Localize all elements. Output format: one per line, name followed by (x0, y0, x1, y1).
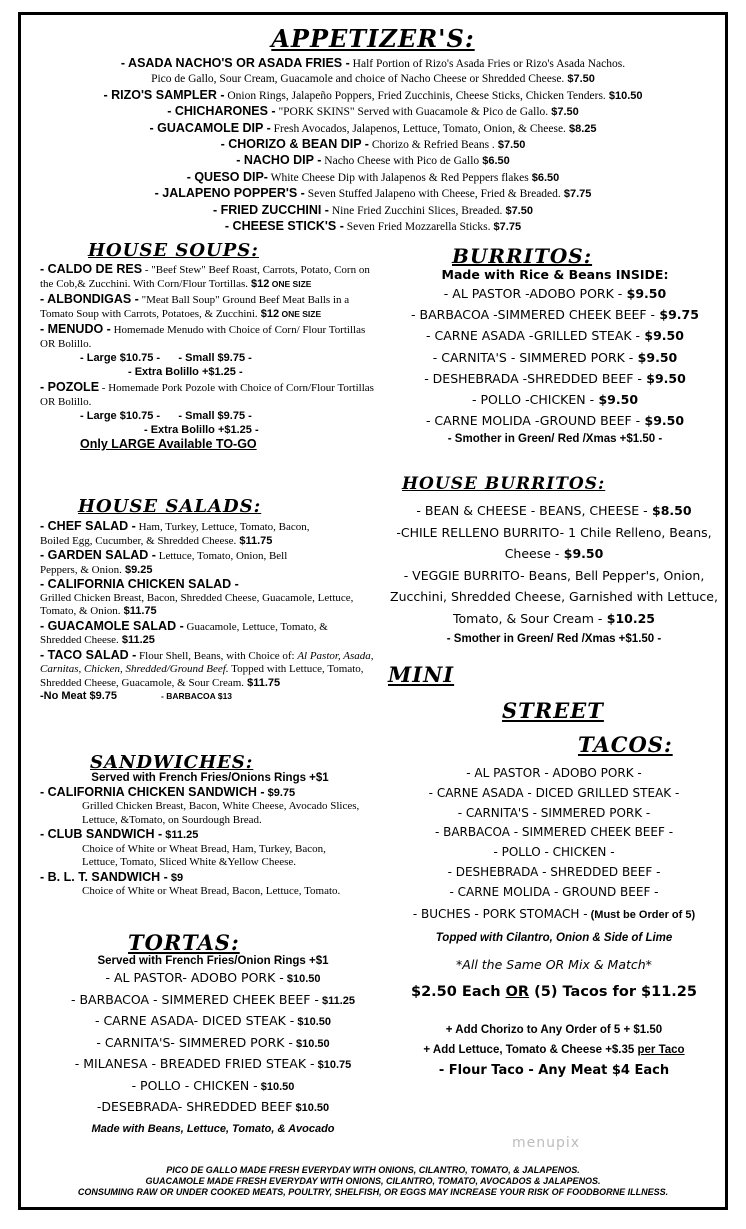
burrito-desc: -GRILLED STEAK - (524, 328, 641, 344)
torta-price: $11.25 (318, 994, 356, 1007)
tacos-title-street: STREET (502, 698, 604, 723)
torta-price: $10.50 (294, 1016, 332, 1028)
burrito-name: - POLLO (471, 392, 522, 408)
appetizer-desc: Nine Fried Zucchini Slices, Breaded. (328, 204, 503, 217)
taco-buches: - BUCHES - PORK STOMACH - (Must be Order of 5) (412, 906, 696, 921)
soup-pozole: - POZOLE - Homemade Pork Pozole with Choice of Corn/Flour Tortillas OR Bolillo. - Large $10.75 - - Small $9.75 - - Extra Bolillo +$1.25 - Only LARGE Available TO-GO (40, 380, 380, 451)
appetizer-line (40, 137, 706, 153)
taco-item: - CARNE MOLIDA - GROUND BEEF - (449, 884, 659, 899)
tortas-section (40, 954, 386, 1137)
tacos-mix: *All the Same OR Mix & Match* (456, 956, 652, 972)
sandwich-california: - CALIFORNIA CHICKEN SANDWICH - $9.75 Grilled Chicken Breast, Bacon, White Cheese, Avocado Slices, Lettuce, &Tomato, on Sourdough Bread. (40, 784, 360, 826)
burrito-price: $9.50 (640, 413, 685, 429)
torta-item (40, 1054, 386, 1076)
torta-label: - POLLO - CHICKEN - (131, 1077, 258, 1093)
torta-label: - AL PASTOR- ADOBO PORK - (105, 970, 284, 985)
burrito-desc: -SIMMERED CHEEK BEEF - (489, 307, 656, 323)
appetizer-price: $7.75 (560, 188, 592, 201)
salad-garden: - GARDEN SALAD - Lettuce, Tomato, Onion, Bell Peppers, & Onion. $9.25 (40, 548, 288, 576)
house-burritos-smother: - Smother in Green/ Red /Xmas +$1.50 - (446, 633, 662, 645)
appetizer-desc: "PORK SKINS" Served with Guacamole & Pico de Gallo. (275, 106, 549, 119)
appetizer-name: - CHICHARONES - (167, 104, 276, 119)
taco-item: - CARNE ASADA - DICED GRILLED STEAK - (428, 785, 680, 800)
house-burritos-title: HOUSE BURRITOS: (402, 474, 606, 494)
appetizer-line (40, 88, 706, 104)
appetizer-name: - QUESO DIP- (186, 169, 268, 184)
burrito-item (392, 283, 718, 304)
torta-label: - CARNITA'S- SIMMERED PORK - (96, 1034, 293, 1050)
appetizer-price: $7.75 (490, 221, 522, 234)
burrito-desc: -GROUND BEEF - (530, 413, 641, 429)
tacos-add-lettuce: + Add Lettuce, Tomato & Cheese +$.35 per Taco (423, 1043, 685, 1056)
burritos-list (392, 283, 718, 431)
street-tacos-section (384, 764, 724, 1082)
appetizers-title: APPETIZER'S: (271, 24, 475, 53)
house-burrito-chile: -CHILE RELLENO BURRITO- 1 Chile Relleno, Beans, Cheese - $9.50 (396, 524, 712, 561)
taco-item: - CARNITA'S - SIMMERED PORK - (457, 805, 651, 820)
appetizer-desc: Seven Stuffed Jalapeno with Cheese, Fried & Breaded. (304, 188, 561, 201)
burrito-price: $9.50 (633, 349, 678, 365)
sandwiches-title: SANDWICHES: (90, 752, 254, 773)
appetizer-name: - GUACAMOLE DIP - (149, 120, 271, 135)
tacos-topped: Topped with Cilantro, Onion & Side of Lime (435, 931, 673, 944)
house-burrito-bean: - BEAN & CHEESE - BEANS, CHEESE - $8.50 (416, 503, 692, 518)
burrito-desc: -SHREDDED BEEF - (518, 370, 642, 386)
sandwich-blt: - B. L. T. SANDWICH - $9 Choice of White or Wheat Bread, Bacon, Lettuce, Tomato. (40, 869, 341, 897)
taco-item: - DESHEBRADA - SHREDDED BEEF - (447, 864, 661, 879)
appetizer-desc: Fresh Avocados, Jalapenos, Lettuce, Tomato, Onion, & Cheese. (270, 122, 566, 135)
appetizers-list (40, 56, 706, 235)
soup-togo-note: Only LARGE Available TO-GO (80, 437, 257, 451)
tortas-list (40, 968, 386, 1119)
appetizer-name: - RIZO'S SAMPLER - (103, 87, 225, 102)
tortas-title: TORTAS: (128, 930, 240, 955)
appetizer-line (40, 56, 706, 72)
appetizer-desc: Half Portion of Rizo's Asada Fries or Rizo's Asada Nachos. (349, 58, 626, 70)
soup-menudo: - MENUDO - Homemade Menudo with Choice of Corn/ Flour Tortillas OR Bolillo. - Large $10.75 - - Small $9.75 - - Extra Bolillo +$1.25 - (40, 322, 366, 378)
burrito-desc: -ADOBO PORK - (521, 286, 623, 301)
soups-section (40, 262, 380, 452)
torta-price: $10.50 (283, 973, 321, 985)
house-burrito-veggie: - VEGGIE BURRITO- Beans, Bell Pepper's, Onion, Zucchini, Shredded Cheese, Garnished with Lettuce, Tomato, & Sour Cream - $10.25 (390, 567, 718, 626)
burritos-smother: - Smother in Green/ Red /Xmas +$1.50 - (447, 433, 663, 446)
torta-label: - MILANESA - BREADED FRIED STEAK - (74, 1056, 315, 1071)
appetizer-name: - CHEESE STICK'S - (224, 219, 344, 234)
house-burritos-section (388, 500, 720, 651)
torta-item (40, 968, 386, 990)
torta-item (40, 1076, 386, 1098)
burrito-name: - AL PASTOR (443, 286, 522, 301)
burrito-item (392, 347, 718, 368)
appetizer-desc: Onion Rings, Jalapeño Poppers, Fried Zucchinis, Cheese Sticks, Chicken Tenders. (224, 89, 606, 102)
appetizer-line (40, 170, 706, 186)
taco-item: - AL PASTOR - ADOBO PORK - (466, 766, 642, 780)
torta-item (40, 1097, 386, 1119)
tacos-title-mini: MINI (388, 662, 455, 687)
torta-price: $10.50 (292, 1037, 330, 1050)
burrito-price: $9.50 (640, 328, 684, 344)
appetizer-line (40, 72, 706, 87)
torta-label: - BARBACOA - SIMMERED CHEEK BEEF - (70, 991, 319, 1007)
burrito-name: - CARNITA'S (432, 349, 507, 365)
menupix-watermark: menupix (512, 1135, 581, 1151)
burrito-item (392, 410, 718, 431)
appetizer-line (40, 219, 706, 235)
tacos-flour: - Flour Taco - Any Meat $4 Each (438, 1062, 670, 1078)
burrito-item (392, 368, 718, 389)
torta-item (40, 1011, 386, 1033)
burritos-title: BURRITOS: (452, 244, 593, 268)
appetizer-price: $7.50 (502, 204, 533, 217)
burrito-price: $9.50 (622, 286, 667, 301)
burrito-price: $9.50 (594, 392, 639, 408)
appetizer-price: $6.50 (528, 171, 560, 184)
taco-item: - BARBACOA - SIMMERED CHEEK BEEF - (434, 825, 674, 840)
salads-section (40, 520, 380, 705)
torta-label: - CARNE ASADA- DICED STEAK - (94, 1013, 295, 1028)
appetizer-name: - FRIED ZUCCHINI - (213, 202, 329, 217)
salad-guacamole: - GUACAMOLE SALAD - Guacamole, Lettuce, Tomato, & Shredded Cheese. $11.25 (40, 618, 328, 646)
tortas-note: Served with French Fries/Onion Rings +$1 (97, 955, 329, 967)
burrito-price: $9.75 (655, 307, 699, 323)
appetizer-name: - JALAPENO POPPER'S - (154, 186, 305, 201)
appetizer-line (40, 153, 706, 169)
burrito-item (392, 325, 718, 346)
torta-price: $10.75 (314, 1059, 352, 1071)
tacos-title-tacos: TACOS: (578, 732, 673, 757)
appetizer-desc: Nacho Cheese with Pico de Gallo (321, 155, 480, 168)
sandwiches-section (40, 772, 380, 900)
torta-label: -DESEBRADA- SHREDDED BEEF (96, 1099, 293, 1114)
burrito-name: - BARBACOA (411, 307, 490, 323)
appetizer-price: $7.50 (494, 139, 526, 152)
appetizer-price: $7.50 (548, 106, 579, 119)
torta-price: $10.50 (292, 1102, 330, 1114)
appetizer-price: $10.50 (605, 89, 643, 102)
menu-footer: PICO DE GALLO MADE FRESH EVERYDAY WITH ONIONS, CILANTRO, TOMATO, & JALAPENOS. GUACAMOLE MADE FRESH EVERYDAY WITH ONIONS, CILANTRO, TOMATO, AVOCADOS & JALAPENOS. CONSUMING RAW OR UNDER COOKED MEATS, POULTRY, SHELFISH, OR EGGS MAY INCREASE YOUR RISK OF FOODBORNE ILLNESS. (77, 1165, 669, 1197)
appetizer-price: $8.25 (565, 122, 597, 135)
tacos-add-chorizo: + Add Chorizo to Any Order of 5 + $1.50 (445, 1023, 663, 1036)
burrito-item (392, 304, 718, 325)
burrito-desc: -CHICKEN - (521, 392, 595, 408)
appetizer-name: - ASADA NACHO'S OR ASADA FRIES - (120, 56, 350, 70)
soup-albondigas: - ALBONDIGAS - "Meat Ball Soup" Ground Beef Meat Balls in a Tomato Soup with Carrots, Potatoes, & Zucchini. $12 ONE SIZE (40, 292, 350, 320)
salads-title: HOUSE SALADS: (78, 496, 262, 517)
burrito-name: - CARNE ASADA (426, 328, 525, 344)
appetizer-line (40, 104, 706, 120)
torta-item (40, 1033, 386, 1055)
salad-california: - CALIFORNIA CHICKEN SALAD - Grilled Chicken Breast, Bacon, Shredded Cheese, Guacamole, Lettuce, Tomato, & Onion. $11.75 (40, 577, 354, 617)
taco-item: - POLLO - CHICKEN - (493, 845, 615, 860)
sandwiches-note: Served with French Fries/Onions Rings +$1 (91, 772, 329, 784)
appetizer-desc: White Cheese Dip with Jalapenos & Red Peppers flakes (267, 171, 529, 184)
salad-chef: - CHEF SALAD - Ham, Turkey, Lettuce, Tomato, Bacon, Boiled Egg, Cucumber, & Shredded Cheese. $11.75 (40, 519, 310, 547)
burrito-desc: - SIMMERED PORK - (506, 349, 634, 365)
sandwich-club: - CLUB SANDWICH - $11.25 Choice of White or Wheat Bread, Ham, Turkey, Bacon, Lettuce, Tomato, Sliced White &Yellow Cheese. (40, 827, 326, 868)
appetizer-price: $7.50 (564, 73, 595, 86)
appetizer-line (40, 203, 706, 219)
appetizer-name: - NACHO DIP - (236, 153, 322, 168)
appetizer-line (40, 121, 706, 137)
appetizer-line (40, 186, 706, 202)
torta-price: $10.50 (257, 1080, 295, 1093)
street-tacos-list (384, 764, 724, 903)
salad-taco: - TACO SALAD - Flour Shell, Beans, with Choice of: Al Pastor, Asada, Carnitas, Chicken, Shredded/Ground Beef. Topped with Lettuce, Tomato, Shredded Cheese, Guacamole, & Sour Cream. $11.75 -No Meat $9.75 - BARBACOA $13 (40, 647, 374, 702)
tacos-price: $2.50 Each OR (5) Tacos for $11.25 (411, 983, 697, 1000)
appetizer-price: $6.50 (479, 155, 510, 168)
burritos-subtitle: Made with Rice & Beans INSIDE: (441, 267, 669, 282)
burrito-item (392, 389, 718, 410)
torta-item (40, 990, 386, 1012)
burrito-name: - CARNE MOLIDA (425, 413, 531, 429)
appetizer-desc: Chorizo & Refried Beans . (368, 139, 495, 152)
soups-title: HOUSE SOUPS: (88, 240, 259, 261)
burrito-name: - DESHEBRADA (424, 370, 519, 386)
tortas-footer: Made with Beans, Lettuce, Tomato, & Avocado (91, 1122, 335, 1135)
appetizer-desc: Pico de Gallo, Sour Cream, Guacamole and choice of Nacho Cheese or Shredded Cheese. (151, 73, 565, 86)
burritos-section (392, 266, 718, 447)
appetizer-desc: Seven Fried Mozzarella Sticks. (343, 221, 491, 234)
burrito-price: $9.50 (641, 370, 686, 386)
appetizer-name: - CHORIZO & BEAN DIP - (220, 137, 369, 152)
soup-caldo: - CALDO DE RES - "Beef Stew" Beef Roast, Carrots, Potato, Corn on the Cob,& Zucchini. With Corn/Flour Tortillas. $12 ONE SIZE (40, 262, 370, 290)
